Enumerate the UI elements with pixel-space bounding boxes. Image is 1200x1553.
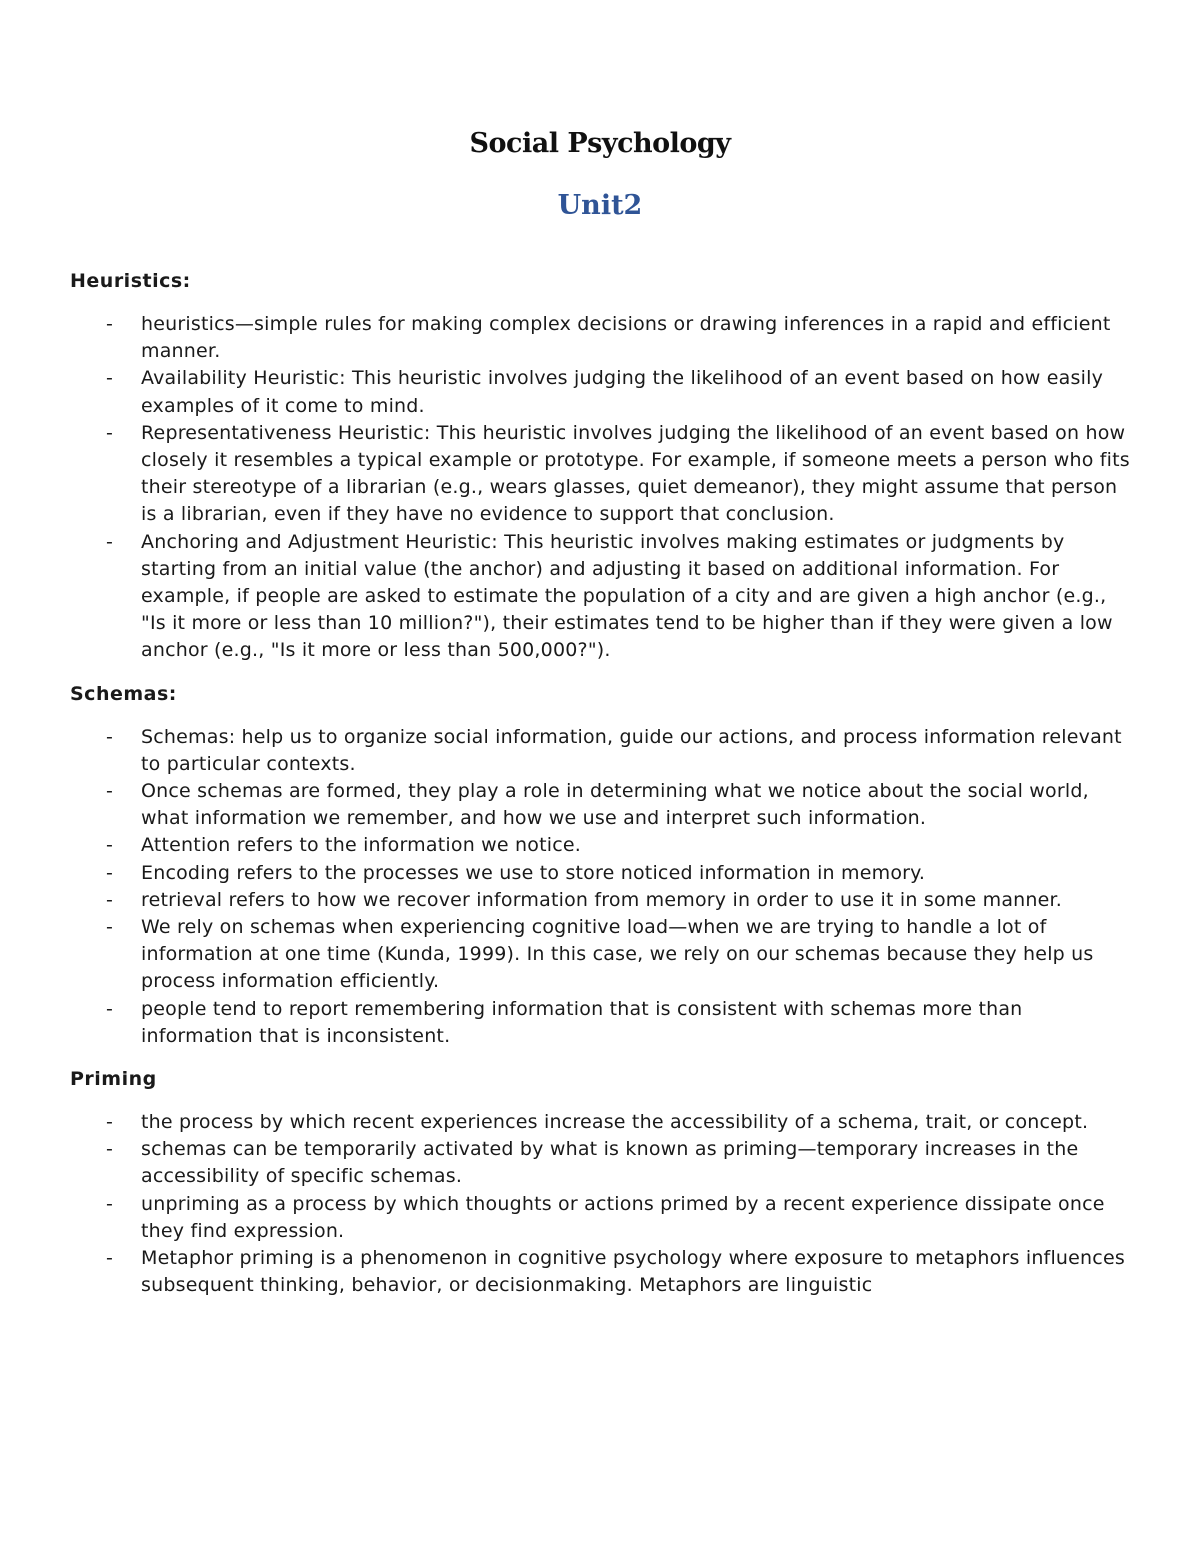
list-item — [70, 724, 1135, 778]
dash-bullet: - — [106, 1111, 114, 1134]
dash-bullet: - — [106, 888, 114, 911]
bullet-list — [70, 1109, 1135, 1299]
list-item — [70, 914, 1135, 996]
list-item-text: Availability Heuristic: This heuristic involves judging the likelihood of an event based on how easily examples of it come to mind. — [141, 367, 1104, 417]
list-item — [70, 860, 1135, 887]
list-item-text: people tend to report remembering information that is consistent with schemas more than information that is inconsistent. — [141, 997, 1023, 1047]
document-title: Social Psychology — [469, 128, 731, 159]
section-schemas — [70, 681, 1135, 1050]
list-item — [70, 1245, 1135, 1299]
list-item — [70, 832, 1135, 859]
dash-bullet: - — [106, 1138, 114, 1161]
bullet-list — [70, 311, 1135, 665]
section-heading: Priming — [70, 1068, 157, 1091]
dash-bullet: - — [106, 834, 114, 857]
list-item-text: heuristics—simple rules for making complex decisions or drawing inferences in a rapid and efficient manner. — [141, 313, 1111, 363]
section-heading: Schemas: — [70, 682, 177, 705]
list-item-text: Metaphor priming is a phenomenon in cognitive psychology where exposure to metaphors influences subsequent thinking, behavior, or decisionmaking. Metaphors are linguistic — [141, 1247, 1125, 1297]
section-heading: Heuristics: — [70, 270, 191, 292]
dash-bullet: - — [106, 313, 114, 335]
section-heuristics — [70, 268, 1135, 665]
dash-bullet: - — [106, 421, 114, 444]
dash-bullet: - — [106, 367, 114, 390]
list-item — [70, 887, 1135, 914]
list-item-text: Encoding refers to the processes we use to store noticed information in memory. — [141, 861, 926, 884]
list-item-text: unpriming as a process by which thoughts or actions primed by a recent experience dissipate once they find expression. — [141, 1192, 1105, 1242]
list-item — [70, 420, 1135, 529]
dash-bullet: - — [106, 780, 114, 803]
document-body — [70, 268, 1135, 1316]
dash-bullet: - — [106, 725, 114, 748]
list-item-text: Once schemas are formed, they play a role in determining what we notice about the social world, what information we remember, and how we use and interpret such information. — [141, 780, 1089, 830]
list-item-text: retrieval refers to how we recover information from memory in order to use it in some manner. — [141, 888, 1063, 911]
dash-bullet: - — [106, 1247, 114, 1270]
list-item-text: Attention refers to the information we notice. — [141, 834, 582, 857]
list-item-text: Representativeness Heuristic: This heuristic involves judging the likelihood of an event based on how closely it resembles a typical example or prototype. For example, if someone meets a person who fits their stereotype of a librarian (e.g., wears glasses, quiet demeanor), they might assume that person is a librarian, even if they have no evidence to support that conclusion. — [141, 421, 1130, 526]
dash-bullet: - — [106, 916, 114, 939]
section-priming — [70, 1066, 1135, 1299]
list-item-text: Schemas: help us to organize social information, guide our actions, and process information relevant to particular contexts. — [141, 725, 1122, 775]
list-item — [70, 996, 1135, 1050]
list-item — [70, 1191, 1135, 1245]
list-item — [70, 311, 1135, 365]
dash-bullet: - — [106, 1192, 114, 1215]
bullet-list — [70, 724, 1135, 1050]
list-item — [70, 778, 1135, 832]
list-item-text: We rely on schemas when experiencing cognitive load—when we are trying to handle a lot of information at one time (Kunda, 1999). In this case, we rely on our schemas because they help us process information efficiently. — [141, 916, 1094, 993]
list-item-text: Anchoring and Adjustment Heuristic: This heuristic involves making estimates or judgments by starting from an initial value (the anchor) and adjusting it based on additional information. For example, if people are asked to estimate the population of a city and are given a high anchor (e.g., "Is it more or less than 10 million?"), their estimates tend to be higher than if they were given a low anchor (e.g., "Is it more or less than 500,000?"). — [141, 530, 1113, 662]
list-item — [70, 1109, 1135, 1136]
dash-bullet: - — [106, 861, 114, 884]
document-subtitle: Unit2 — [557, 190, 643, 221]
list-item — [70, 365, 1135, 419]
list-item — [70, 1136, 1135, 1190]
dash-bullet: - — [106, 997, 114, 1020]
list-item-text: the process by which recent experiences increase the accessibility of a schema, trait, or concept. — [141, 1111, 1089, 1134]
list-item-text: schemas can be temporarily activated by what is known as priming—temporary increases in the accessibility of specific schemas. — [141, 1138, 1079, 1188]
dash-bullet: - — [106, 530, 114, 553]
list-item — [70, 529, 1135, 665]
